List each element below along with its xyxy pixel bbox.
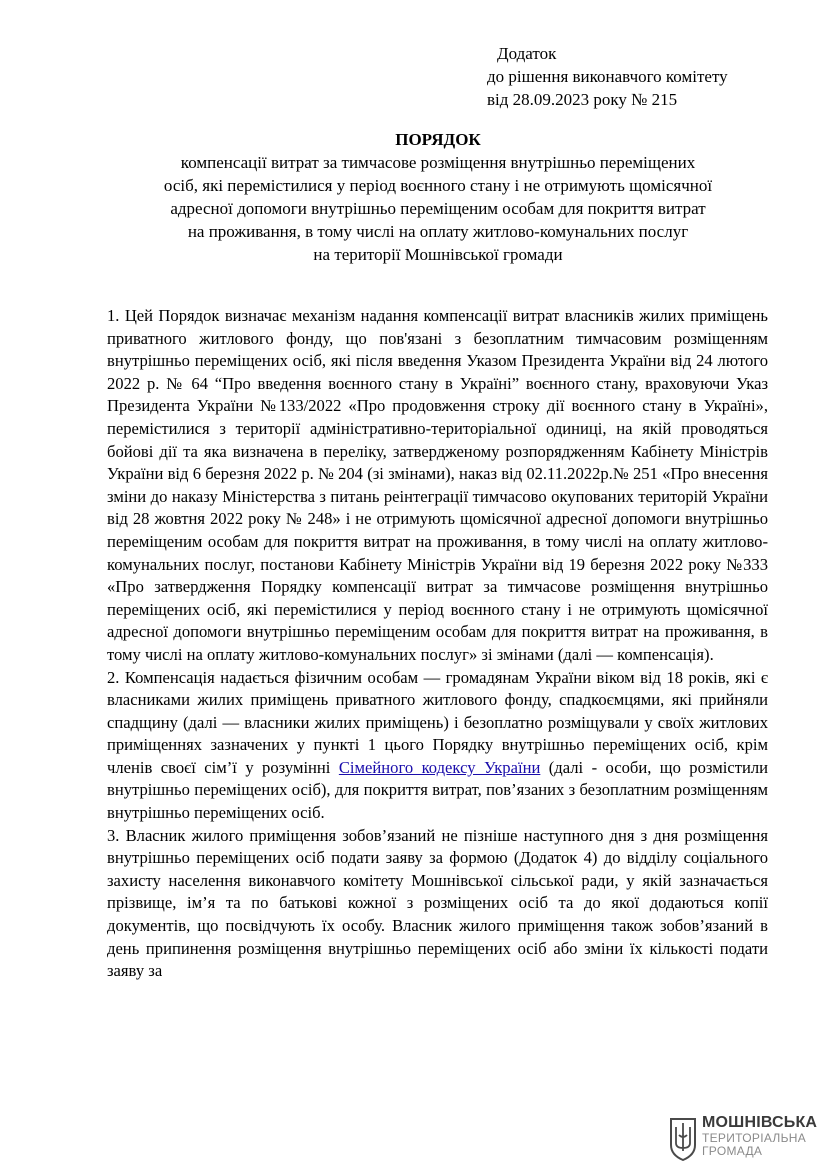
- document-title: [60, 128, 816, 266]
- document-body: [107, 305, 768, 983]
- community-logo: [668, 1112, 818, 1162]
- addendum-date: від 28.09.2023 року № 215: [487, 90, 678, 109]
- paragraph-1: 1. Цей Порядок визначає механізм надання компенсації витрат власників жилих приміщень приватного житлового фонду, що пов'язані з безоплатним тимчасовим розміщенням внутрішньо переміщених осіб, які після введення Указом Президента України від 24 лютого 2022 р. № 64 “Про введення воєнного стану в Україні” воєнного стану, враховуючи Указ Президента України №133/2022 «Про продовження строку дії воєнного стану в Україні», перемістилися з території адміністративно-територіальної одиниці, на якій проводяться бойові дії та яка визначена в переліку, затвердженому розпорядженням Кабінету Міністрів України від 6 березня 2022 р. № 204 (зі змінами), наказ від 02.11.2022р.№ 251 «Про внесення зміни до наказу Міністерства з питань реінтеграції тимчасово окупованих територій України від 28 жовтня 2022 року № 248» і не отримують щомісячної адресної допомоги внутрішньо переміщеним особам для покриття витрат на проживання, в тому числі на оплату житлово-комунальних послуг, постанови Кабінету Міністрів України від 19 березня 2022 року №333 «Про затвердження Порядку компенсації витрат за тимчасове розміщення внутрішньо переміщених осіб, які перемістилися у період воєнного стану і не отримують щомісячної адресної допомоги внутрішньо переміщеним особам для покриття витрат на проживання, в тому числі на оплату житлово-комунальних послуг» зі змінами (далі — компенсація).: [107, 306, 768, 664]
- title-line-5: на території Мошнівської громади: [313, 245, 563, 264]
- title-heading: ПОРЯДОК: [395, 130, 481, 149]
- family-code-link[interactable]: Сімейного кодексу України: [338, 757, 541, 777]
- logo-title: МОШНІВСЬКА: [702, 1114, 818, 1131]
- logo-subtitle-2: ГРОМАДА: [702, 1144, 763, 1158]
- paragraph-2-text-end: (далі - особи, що розмістили внутрішньо переміщених осіб), для покриття витрат, пов’язаних з безоплатним розміщенням внутрішньо переміщених осіб.: [107, 757, 768, 823]
- logo-subtitle-1: ТЕРИТОРІАЛЬНА: [702, 1131, 807, 1145]
- paragraph-3: 3. Власник жилого приміщення зобов’язаний не пізніше наступного дня з дня розміщення внутрішньо переміщених осіб подати заяву за формою (Додаток 4) до відділу соціального захисту населення виконавчого комітету Мошнівської сільської ради, у якій зазначається прізвище, ім’я та по батькові кожної з розміщених осіб та до якої додаються копії документів, що посвідчують їх особу. Власник жилого приміщення також зобов’язаний в день припинення розміщення внутрішньо переміщених осіб або зміни їх кількості подати заяву за: [107, 825, 768, 981]
- title-line-1: компенсації витрат за тимчасове розміщення внутрішньо переміщених: [180, 153, 696, 172]
- trident-icon: [668, 1115, 698, 1161]
- title-line-4: на проживання, в тому числі на оплату житлово-комунальних послуг: [187, 222, 689, 241]
- addendum-header: [487, 42, 728, 111]
- title-line-3: адресної допомоги внутрішньо переміщеним особам для покриття витрат: [170, 199, 706, 218]
- addendum-decision-ref: до рішення виконавчого комітету: [487, 67, 728, 86]
- paragraph-2: [107, 667, 768, 825]
- title-line-2: осіб, які перемістилися у період воєнного стану і не отримують щомісячної: [163, 176, 713, 195]
- paragraph-2-text-start: 2. Компенсація надається фізичним особам — громадянам України віком від 18 років, які є власниками жилих приміщень приватного житлового фонду, спадкоємцями, які прийняли спадщину (далі — власники жилих приміщень) і безоплатно розміщували у своїх житлових приміщеннях зазначених у пункті 1 цього Порядку внутрішньо переміщених осіб, крім членів своєї сім’ї у розумінні: [107, 667, 768, 777]
- addendum-label: Додаток: [497, 44, 557, 63]
